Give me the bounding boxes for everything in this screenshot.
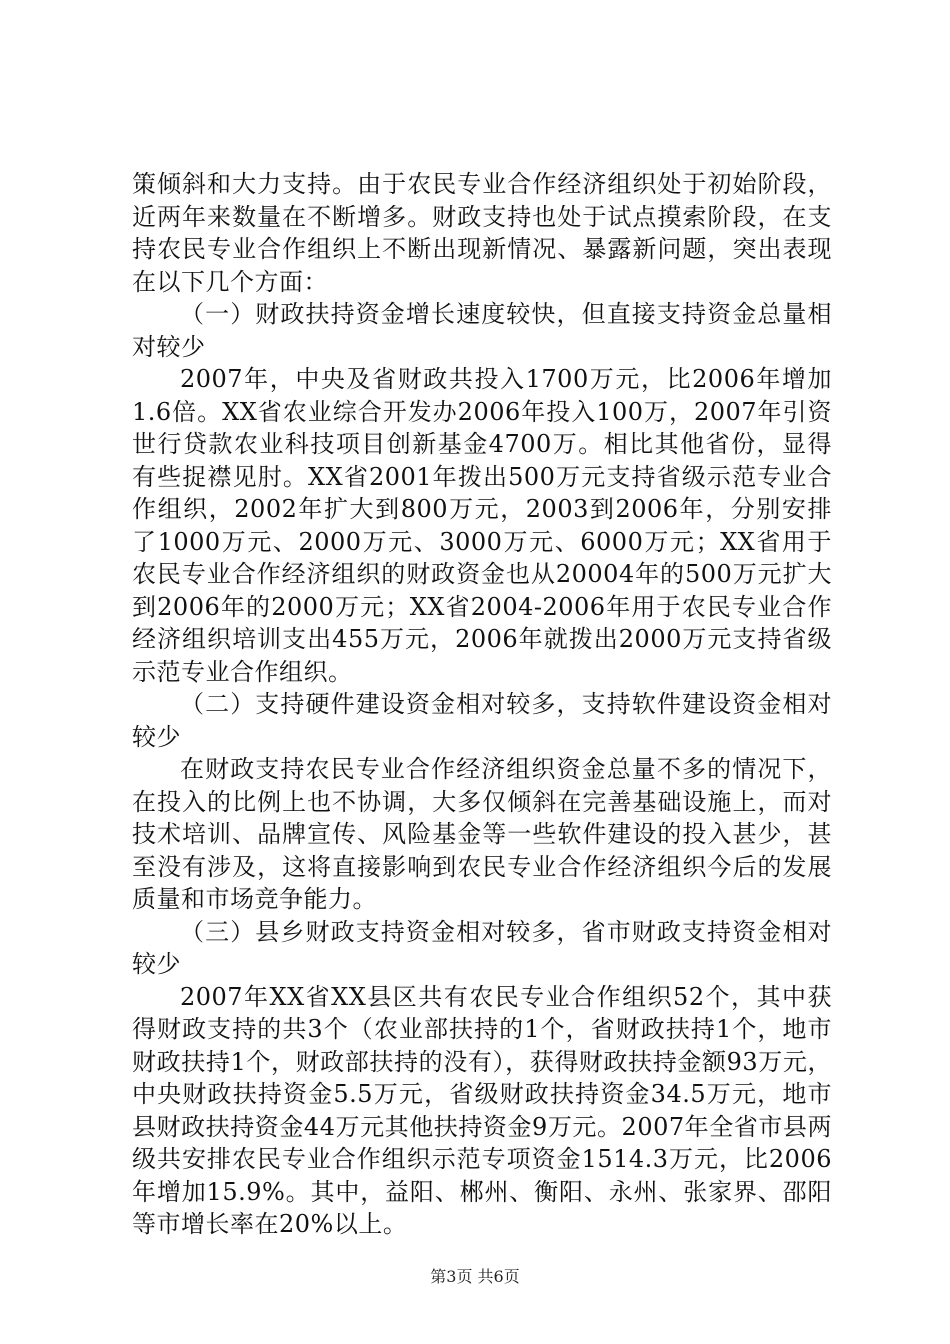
heading-section-2: （二）支持硬件建设资金相对较多，支持软件建设资金相对较少 xyxy=(132,690,832,751)
heading-section-1: （一）财政扶持资金增长速度较快，但直接支持资金总量相对较少 xyxy=(132,300,832,361)
paragraph-section-1: 2007年，中央及省财政共投入1700万元，比2006年增加1.6倍。XX省农业综合开发办2006年投入100万，2007年引资世行贷款农业科技项目创新基金4700万。相比其他省份，显得有些捉襟见肘。XX省2001年拨出500万元支持省级示范专业合作组织，2002年扩大到800万元，2003到2006年，分别安排了1000万元、2000万元、3000万元、6000万元；XX省用于农民专业合作经济组织的财政资金也从20004年的500万元扩大到2006年的2000万元；XX省2004-2006年用于农民专业合作经济组织培训支出455万元，2006年就拨出2000万元支持省级示范专业合作组织。 xyxy=(132,365,832,686)
paragraph-section-3: 2007年XX省XX县区共有农民专业合作组织52个，其中获得财政支持的共3个（农业部扶持的1个，省财政扶持1个，地市财政扶持1个，财政部扶持的没有），获得财政扶持金额93万元，中央财政扶持资金5.5万元，省级财政扶持资金34.5万元，地市县财政扶持资金44万元其他扶持资金9万元。2007年全省市县两级共安排农民专业合作组织示范专项资金1514.3万元，比2006年增加15.9%。其中，益阳、郴州、衡阳、永州、张家界、邵阳等市增长率在20%以上。 xyxy=(132,982,832,1238)
heading-section-3: （三）县乡财政支持资金相对较多，省市财政支持资金相对较少 xyxy=(132,917,832,978)
page-footer: 第3页 共6页 xyxy=(430,1267,520,1286)
document-body xyxy=(132,168,832,1241)
paragraph-intro: 策倾斜和大力支持。由于农民专业合作经济组织处于初始阶段，近两年来数量在不断增多。财政支持也处于试点摸索阶段，在支持农民专业合作组织上不断出现新情况、暴露新问题，突出表现在以下几个方面： xyxy=(132,170,832,296)
paragraph-section-2: 在财政支持农民专业合作经济组织资金总量不多的情况下，在投入的比例上也不协调，大多仅倾斜在完善基础设施上，而对技术培训、品牌宣传、风险基金等一些软件建设的投入甚少，甚至没有涉及，这将直接影响到农民专业合作经济组织今后的发展质量和市场竞争能力。 xyxy=(132,755,832,913)
